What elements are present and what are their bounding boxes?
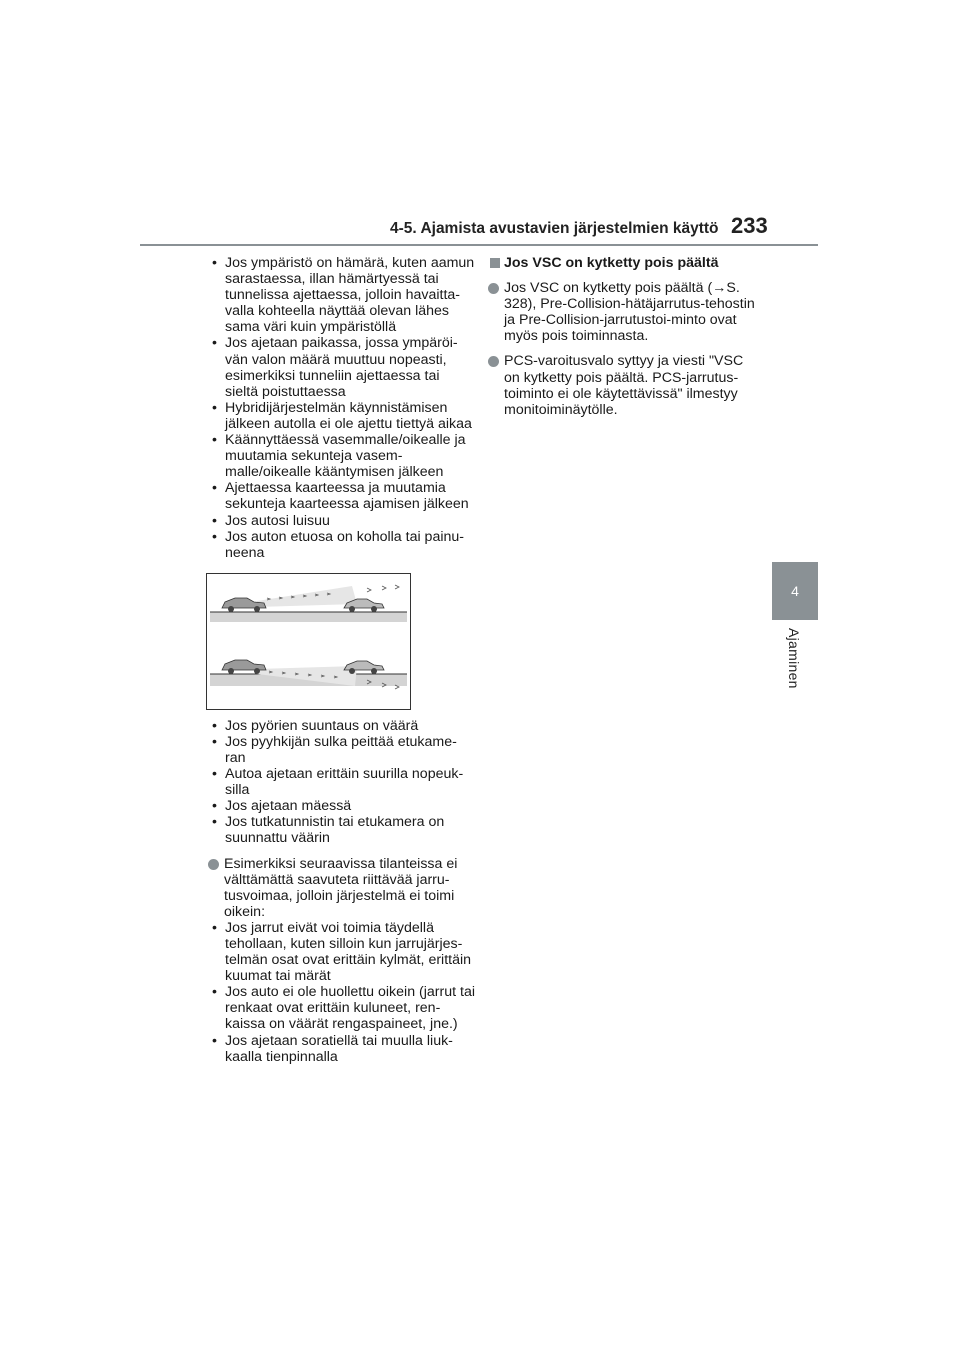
list-item-text: Jos ajetaan soratiellä tai muulla liuk-kaalla tienpinnalla — [225, 1032, 453, 1065]
list-item-text: Jos ajetaan paikassa, jossa ympäröi-vän valon määrä muuttuu nopeasti, esimerkiksi tunneliin ajettaessa tai sieltä poistuttaessa — [225, 335, 458, 400]
circle-bullet-icon — [488, 283, 499, 294]
list-item — [210, 335, 475, 399]
own-car-bottom — [222, 660, 266, 674]
header-divider — [140, 244, 818, 246]
bullet-icon: • — [212, 399, 217, 416]
chapter-tab-number: 4 — [791, 583, 799, 599]
bullet-icon: • — [212, 432, 217, 449]
bullet-icon: • — [212, 919, 217, 936]
vsc-off-item-text: Jos VSC on kytketty pois päältä (→S. 328), Pre-Collision-hätäjarrutus-tehostin ja Pre-Collision-jarrutustoi-minto ovat myös pois toiminnasta. — [504, 280, 755, 345]
list-item — [210, 529, 475, 561]
vsc-off-heading — [490, 255, 760, 271]
list-item — [210, 400, 475, 432]
vehicle-pitch-illustration-icon — [207, 574, 410, 709]
bullet-icon: • — [212, 480, 217, 497]
vsc-off-item-1 — [490, 280, 760, 344]
bullet-icon: • — [212, 255, 217, 271]
vsc-off-heading-text: Jos VSC on kytketty pois päältä — [504, 255, 719, 271]
list-item-text: Hybridijärjestelmän käynnistämisen jälkeen autolla ei ole ajettu tiettyä aikaa — [225, 399, 472, 432]
list-item — [210, 255, 475, 335]
list-item-text: Jos jarrut eivät voi toimia täydellä tehollaan, kuten silloin kun jarrujärjes-telmän osat ovat erittäin kylmät, erittäin kuumat tai märät — [225, 919, 472, 985]
chapter-heading: 4-5. Ajamista avustavien järjestelmien käyttö — [390, 220, 719, 237]
chapter-tab-label: Ajaminen — [786, 628, 802, 689]
braking-force-note — [210, 856, 475, 920]
bullet-icon: • — [212, 766, 217, 783]
bullet-icon: • — [212, 814, 217, 831]
vehicle-pitch-figure — [206, 573, 411, 710]
bullet-icon: • — [212, 733, 217, 750]
list-item-text: Jos auton etuosa on koholla tai painu-neena — [225, 528, 464, 561]
bullet-icon: • — [212, 798, 217, 815]
list-item-text: Jos ajetaan mäessä — [225, 798, 352, 815]
circle-bullet-icon — [488, 356, 499, 367]
lead-car-bottom — [344, 661, 384, 674]
sensor-beam-top — [257, 586, 357, 607]
list-item — [210, 432, 475, 480]
list-item — [210, 718, 475, 734]
list-item-text: Jos pyyhkijän sulka peittää etukame-ran — [225, 733, 457, 766]
bullet-icon: • — [212, 1032, 217, 1049]
left-column — [210, 255, 475, 1065]
braking-force-intro: Esimerkiksi seuraavissa tilanteissa ei välttämättä saavuteta riittävää jarru-tusvoimaa, jolloin järjestelmä ei toimi oikein: — [224, 855, 458, 920]
bullet-list-conditions — [210, 255, 475, 561]
list-item-text: Jos auto ei ole huollettu oikein (jarrut tai renkaat ovat erittäin kuluneet, ren-kaissa on väärät rengaspaineet, jne.) — [225, 984, 475, 1033]
page-number: 233 — [731, 213, 768, 238]
road-top — [210, 612, 407, 622]
list-item — [210, 480, 475, 512]
list-item-text: Ajettaessa kaarteessa ja muutamia sekunteja kaarteessa ajamisen jälkeen — [225, 480, 469, 513]
list-item — [210, 798, 475, 814]
list-item — [210, 1033, 475, 1065]
list-item — [210, 920, 475, 984]
square-bullet-icon — [490, 258, 500, 268]
bullet-icon: • — [212, 717, 217, 734]
own-car-top — [222, 598, 266, 612]
list-item — [210, 513, 475, 529]
bullet-icon: • — [212, 512, 217, 529]
list-item — [210, 734, 475, 766]
right-column — [490, 255, 760, 418]
bullet-icon: • — [212, 984, 217, 1001]
list-item — [210, 984, 475, 1032]
vsc-off-item-text: PCS-varoitusvalo syttyy ja viesti "VSC on kytketty pois päältä. PCS-jarrutus-toiminto ei ole käytettävissä" ilmestyy monitoiminäytölle. — [504, 353, 744, 418]
bullet-icon: • — [212, 528, 217, 545]
list-item — [210, 814, 475, 846]
list-item-text: Jos tutkatunnistin tai etukamera on suunnattu väärin — [225, 814, 445, 847]
bullet-icon: • — [212, 335, 217, 352]
bullet-list-misalignment — [210, 718, 475, 847]
list-item-text: Jos pyörien suuntaus on väärä — [225, 717, 419, 734]
bullet-list-braking — [210, 920, 475, 1065]
list-item-text: Jos ympäristö on hämärä, kuten aamun sarastaessa, illan hämärtyessä tai tunnelissa ajettaessa, jolloin havaitta-valla kohteella näyttää olevan lähes sama väri kuin ympäristöllä — [225, 255, 475, 336]
list-item-text: Autoa ajetaan erittäin suurilla nopeuk-silla — [225, 766, 464, 799]
list-item-text: Jos autosi luisuu — [225, 512, 330, 529]
circle-bullet-icon — [208, 859, 219, 870]
vsc-off-item-2 — [490, 353, 760, 417]
chapter-tab[interactable] — [772, 562, 818, 620]
list-item — [210, 766, 475, 798]
list-item-text: Käännyttäessä vasemmalle/oikealle ja muutamia sekunteja vasem-malle/oikealle kääntymisen jälkeen — [225, 432, 466, 481]
